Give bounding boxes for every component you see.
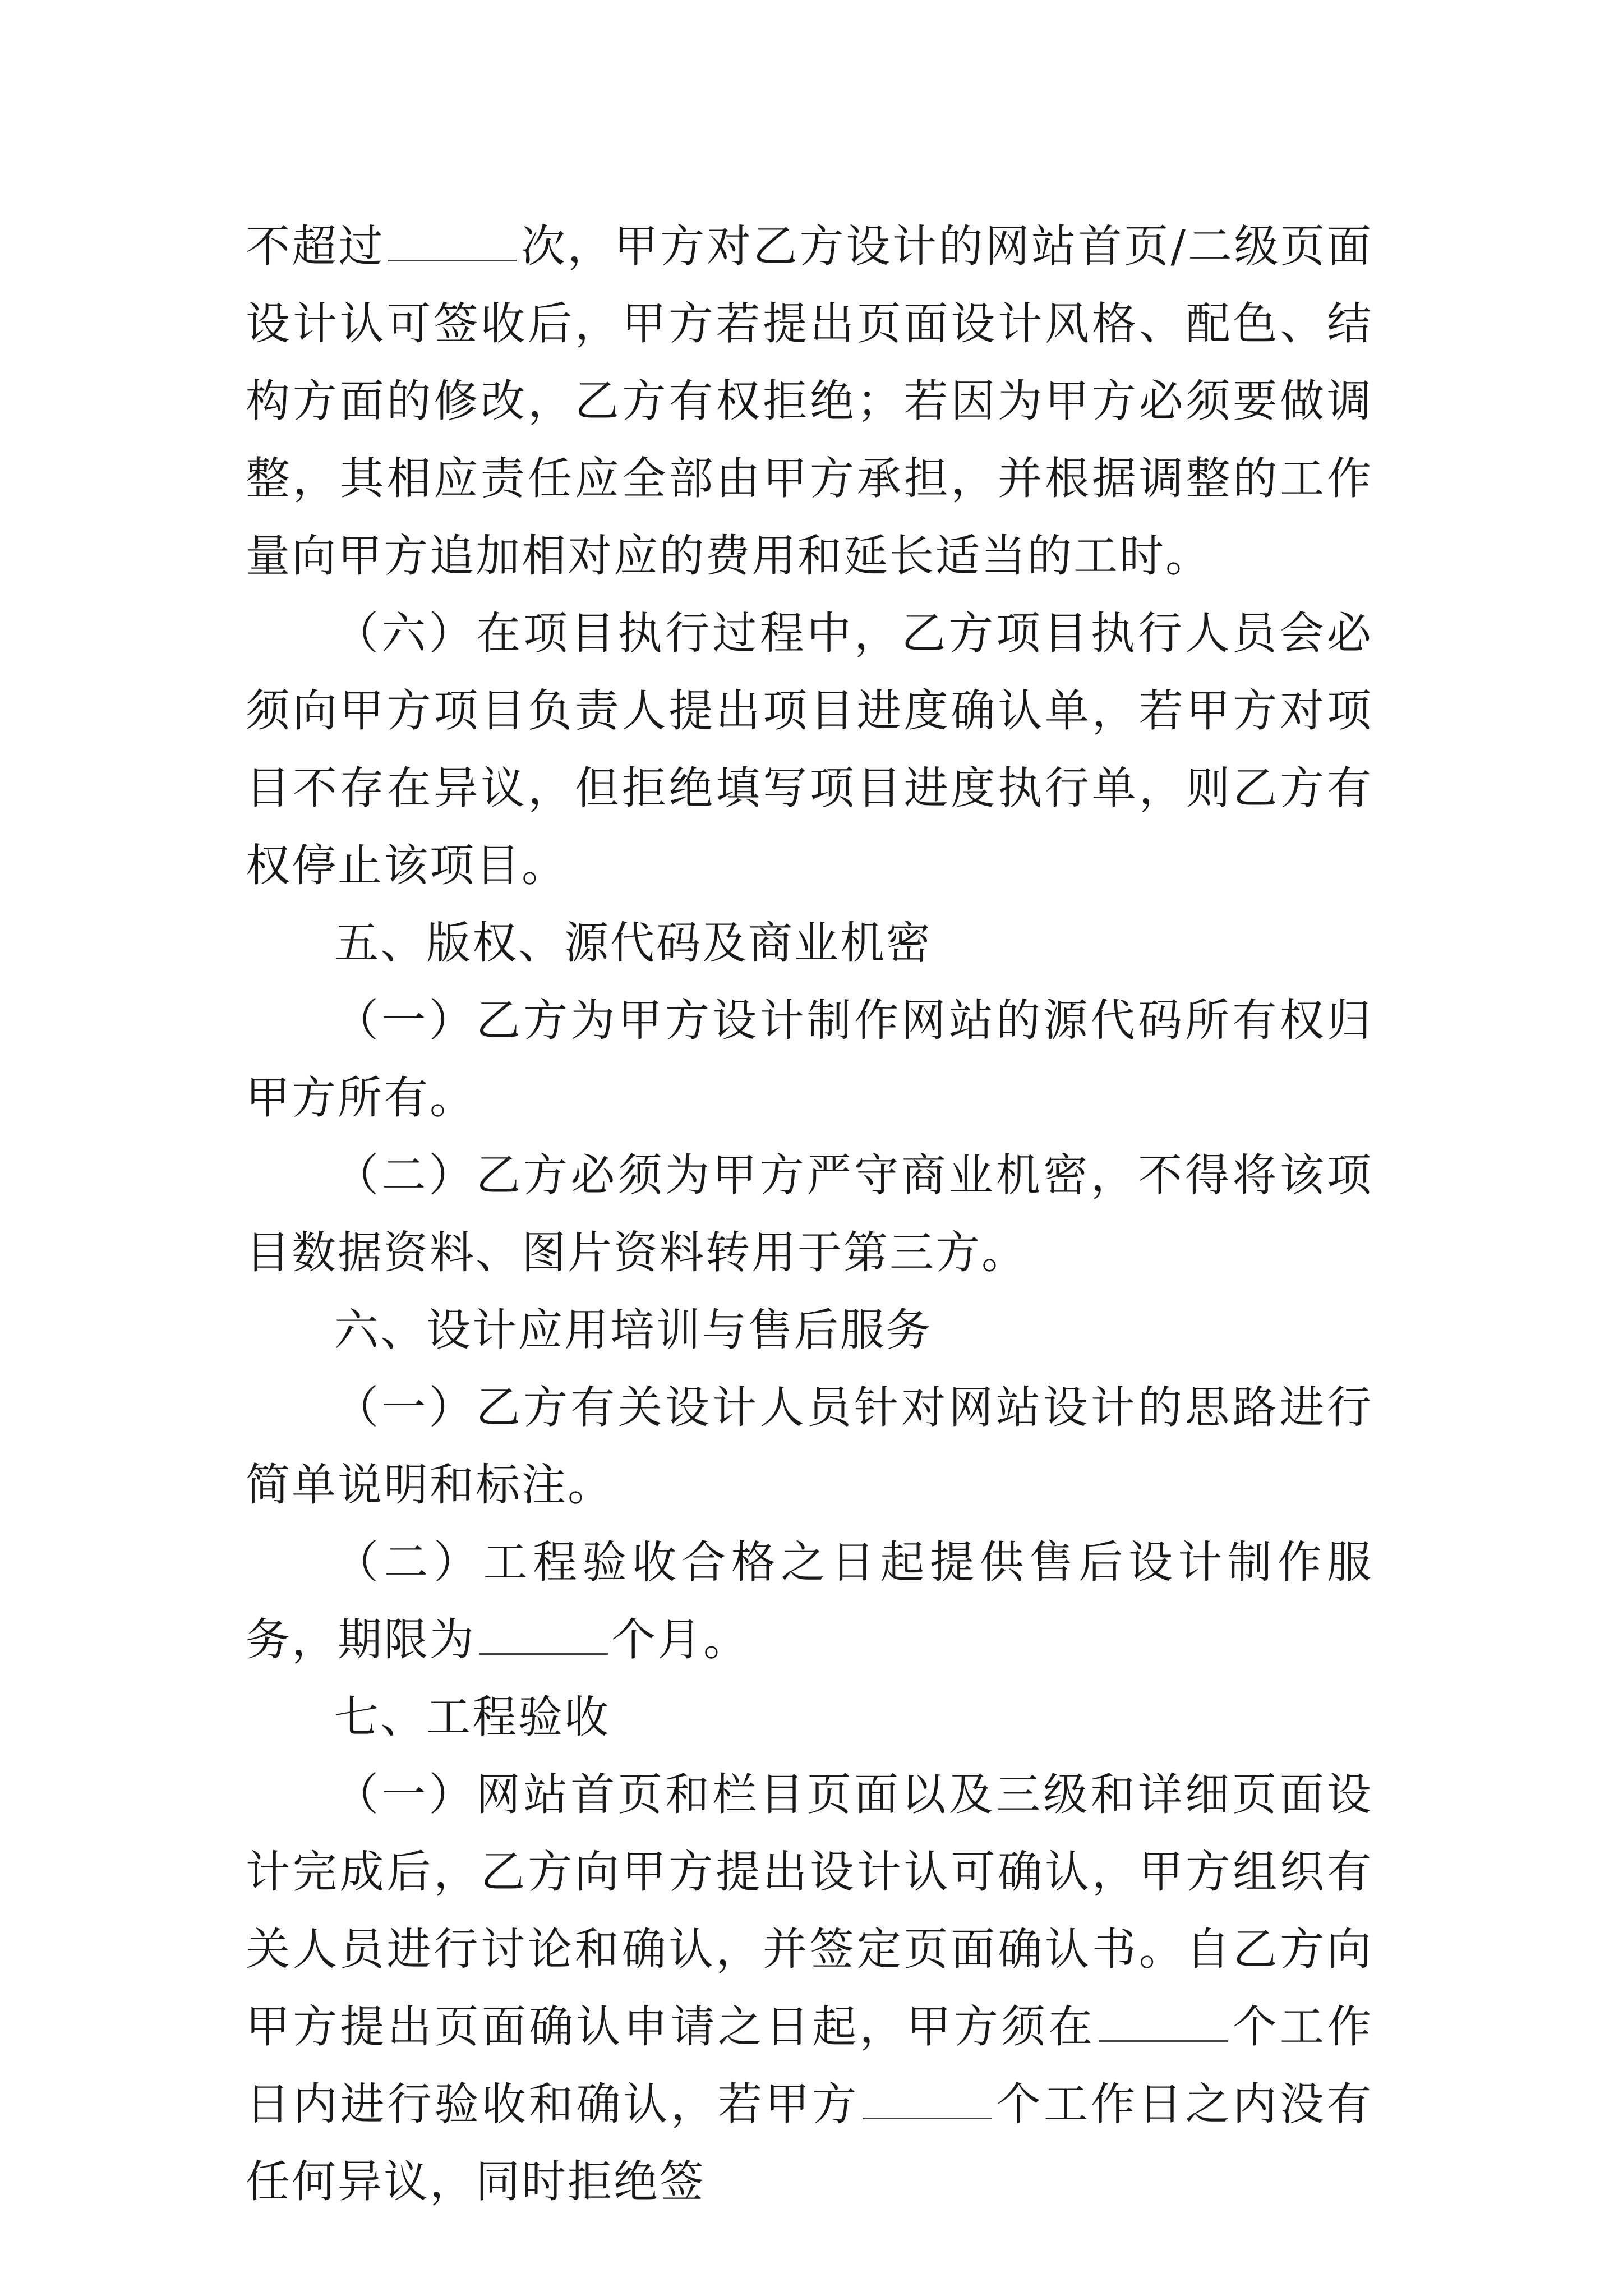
fill-in-blank [863,2078,992,2119]
paragraph-text: （二）工程验收合格之日起提供售后设计制作服务，期限为 [246,1536,1373,1665]
fill-in-blank [479,1614,608,1655]
paragraph-text: （一）网站首页和栏目页面以及三级和详细页面设计完成后，乙方向甲方提出设计认可确认，甲方组织有关人员进行讨论和确认，并签定页面确认书。自乙方向甲方提出页面确认申请之日起，甲方须在 [246,1769,1373,2053]
paragraph-text: （一）乙方有关设计人员针对网站设计的思路进行简单说明和标注。 [246,1382,1373,1511]
paragraph [246,595,1373,904]
paragraph-text: 六、设计应用培训与售后服务 [334,1304,932,1356]
paragraph-text: （一）乙方为甲方设计制作网站的源代码所有权归甲方所有。 [246,995,1373,1124]
paragraph-text: （二）乙方必须为甲方严守商业机密，不得将该项目数据资料、图片资料转用于第三方。 [246,1149,1373,1278]
paragraph [246,1369,1373,1524]
paragraph [246,1291,1373,1369]
paragraph-text: 不超过 [246,220,385,272]
fill-in-blank [1099,2001,1228,2042]
paragraph [246,208,1373,595]
paragraph [246,982,1373,1137]
paragraph [246,904,1373,982]
paragraph-text: 个月。 [611,1614,749,1665]
paragraph-text: （六）在项目执行过程中，乙方项目执行人员会必须向甲方项目负责人提出项目进度确认单，若甲方对项目不存在异议，但拒绝填写项目进度执行单，则乙方有权停止该项目。 [246,608,1373,891]
fill-in-blank [388,220,517,261]
paragraph-text: 个工作日内进行验收和确认，若甲方 [246,2001,1373,2130]
contract-body [246,208,1373,2220]
paragraph-text: 个工作日之内没有任何异议，同时拒绝签 [246,2078,1373,2207]
paragraph [246,1524,1373,1678]
paragraph [246,1756,1373,2220]
paragraph [246,1137,1373,1291]
paragraph-text: 七、工程验收 [334,1691,610,1743]
paragraph-text: 次，甲方对乙方设计的网站首页/二级页面设计认可签收后，甲方若提出页面设计风格、配色、结构方面的修改，乙方有权拒绝；若因为甲方必须要做调整，其相应责任应全部由甲方承担，并根据调整的工作量向甲方追加相对应的费用和延长适当的工时。 [246,220,1373,582]
paragraph-text: 五、版权、源代码及商业机密 [334,917,932,969]
paragraph [246,1678,1373,1756]
